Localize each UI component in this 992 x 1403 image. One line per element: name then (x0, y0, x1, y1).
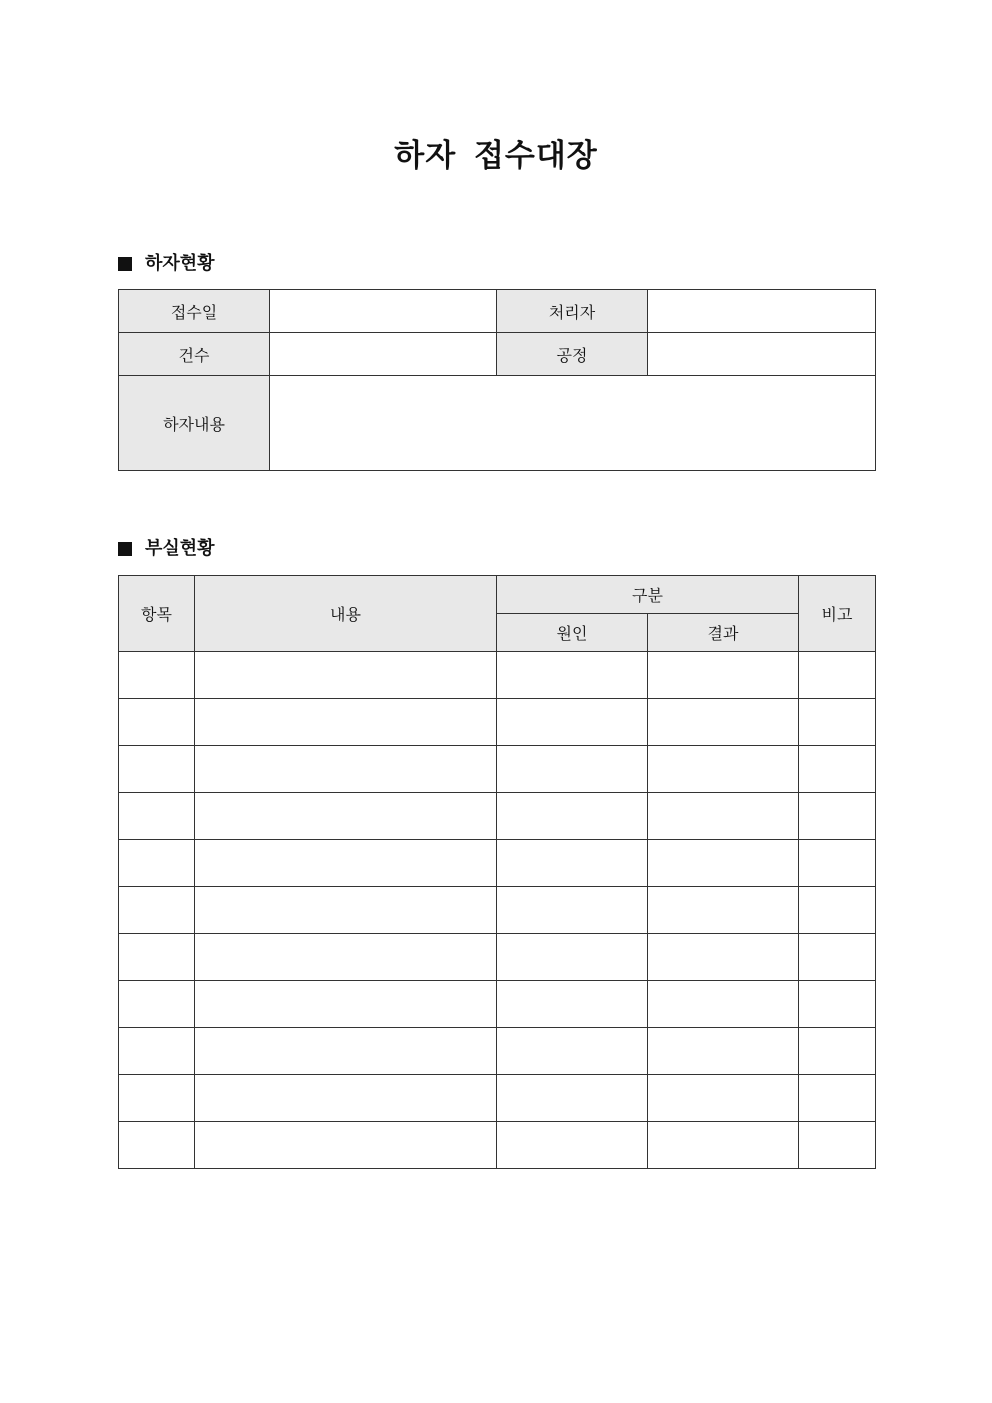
cell-result[interactable] (648, 934, 799, 981)
cell-cause[interactable] (497, 934, 648, 981)
cell-item[interactable] (119, 1122, 195, 1169)
cell-cause[interactable] (497, 746, 648, 793)
process-field[interactable] (648, 333, 876, 376)
table-row (119, 699, 876, 746)
cell-remarks[interactable] (799, 1028, 876, 1075)
cell-item[interactable] (119, 1028, 195, 1075)
cell-cause[interactable] (497, 840, 648, 887)
table-row (119, 887, 876, 934)
defect-status-heading (118, 251, 215, 277)
cell-cause[interactable] (497, 699, 648, 746)
loss-status-heading-text: 부실현황 (145, 538, 215, 559)
cell-content[interactable] (195, 746, 497, 793)
cell-result[interactable] (648, 699, 799, 746)
defect-content-field[interactable] (270, 376, 876, 471)
defect-status-table (118, 289, 876, 471)
cell-item[interactable] (119, 793, 195, 840)
cell-remarks[interactable] (799, 887, 876, 934)
count-label: 건수 (119, 333, 270, 376)
count-field[interactable] (270, 333, 497, 376)
cell-cause[interactable] (497, 1075, 648, 1122)
receipt-date-label: 접수일 (119, 290, 270, 333)
column-header-remarks: 비고 (799, 576, 876, 652)
square-bullet-icon (118, 257, 132, 271)
table-row (119, 746, 876, 793)
cell-result[interactable] (648, 652, 799, 699)
cell-content[interactable] (195, 699, 497, 746)
cell-content[interactable] (195, 840, 497, 887)
cell-item[interactable] (119, 1075, 195, 1122)
cell-cause[interactable] (497, 1028, 648, 1075)
column-header-category: 구분 (497, 576, 799, 614)
cell-item[interactable] (119, 840, 195, 887)
cell-content[interactable] (195, 1122, 497, 1169)
cell-remarks[interactable] (799, 1075, 876, 1122)
table-header-row (119, 576, 876, 614)
cell-content[interactable] (195, 1075, 497, 1122)
cell-item[interactable] (119, 699, 195, 746)
loss-status-table (118, 575, 876, 1169)
cell-remarks[interactable] (799, 746, 876, 793)
cell-item[interactable] (119, 652, 195, 699)
defect-status-heading-text: 하자현황 (145, 253, 215, 274)
cell-result[interactable] (648, 1122, 799, 1169)
cell-item[interactable] (119, 934, 195, 981)
receipt-date-field[interactable] (270, 290, 497, 333)
cell-cause[interactable] (497, 793, 648, 840)
cell-remarks[interactable] (799, 840, 876, 887)
table-row (119, 981, 876, 1028)
cell-result[interactable] (648, 1028, 799, 1075)
cell-remarks[interactable] (799, 981, 876, 1028)
cell-item[interactable] (119, 981, 195, 1028)
cell-result[interactable] (648, 1075, 799, 1122)
column-header-cause: 원인 (497, 614, 648, 652)
cell-content[interactable] (195, 934, 497, 981)
cell-result[interactable] (648, 887, 799, 934)
cell-result[interactable] (648, 981, 799, 1028)
cell-cause[interactable] (497, 981, 648, 1028)
cell-result[interactable] (648, 746, 799, 793)
cell-content[interactable] (195, 981, 497, 1028)
table-row (119, 1075, 876, 1122)
column-header-result: 결과 (648, 614, 799, 652)
loss-status-heading (118, 536, 215, 562)
square-bullet-icon (118, 542, 132, 556)
cell-remarks[interactable] (799, 699, 876, 746)
cell-content[interactable] (195, 887, 497, 934)
cell-cause[interactable] (497, 652, 648, 699)
process-label: 공정 (497, 333, 648, 376)
column-header-item: 항목 (119, 576, 195, 652)
handler-label: 처리자 (497, 290, 648, 333)
cell-remarks[interactable] (799, 793, 876, 840)
cell-content[interactable] (195, 793, 497, 840)
table-row (119, 376, 876, 471)
table-row (119, 652, 876, 699)
table-row (119, 793, 876, 840)
cell-cause[interactable] (497, 887, 648, 934)
cell-content[interactable] (195, 1028, 497, 1075)
cell-content[interactable] (195, 652, 497, 699)
table-row (119, 840, 876, 887)
table-row (119, 290, 876, 333)
table-row (119, 333, 876, 376)
cell-result[interactable] (648, 840, 799, 887)
cell-item[interactable] (119, 887, 195, 934)
defect-content-label: 하자내용 (119, 376, 270, 471)
table-row (119, 1122, 876, 1169)
table-row (119, 934, 876, 981)
cell-item[interactable] (119, 746, 195, 793)
page-title: 하자 접수대장 (394, 138, 598, 174)
cell-remarks[interactable] (799, 1122, 876, 1169)
cell-result[interactable] (648, 793, 799, 840)
handler-field[interactable] (648, 290, 876, 333)
cell-remarks[interactable] (799, 934, 876, 981)
table-row (119, 1028, 876, 1075)
cell-remarks[interactable] (799, 652, 876, 699)
column-header-content: 내용 (195, 576, 497, 652)
cell-cause[interactable] (497, 1122, 648, 1169)
